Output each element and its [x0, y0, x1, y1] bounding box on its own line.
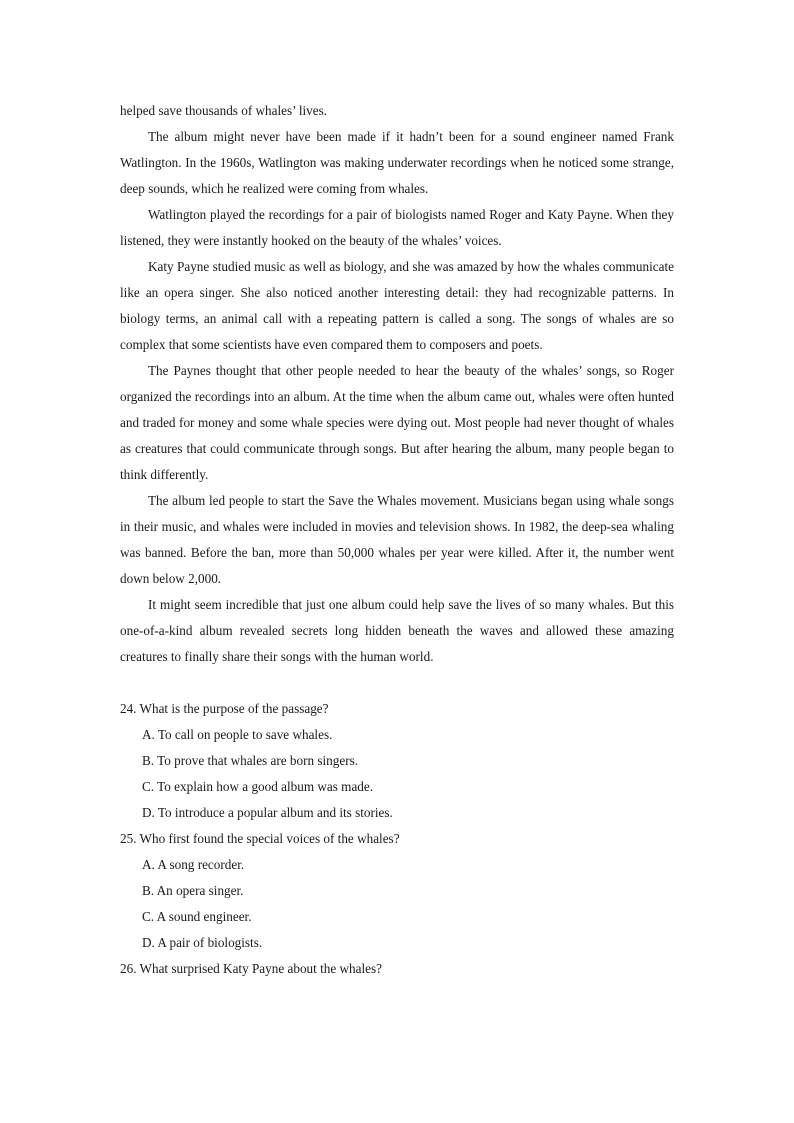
passage-paragraph: The Paynes thought that other people needed to hear the beauty of the whales’ songs, so Roger organized the recordings into an album. At the time when the album came out, whales were often hunted and traded for money and some whale species were dying out. Most people had never thought of whales as creatures that could communicate through songs. But after hearing the album, many people began to think differently.	[120, 363, 674, 482]
question-24-option-b: B. To prove that whales are born singers.	[142, 753, 359, 768]
question-24-option-c: C. To explain how a good album was made.	[142, 779, 374, 794]
question-25-option-c: C. A sound engineer.	[142, 909, 252, 924]
passage-paragraph: The album might never have been made if it hadn’t been for a sound engineer named Frank Watlington. In the 1960s, Watlington was making underwater recordings when he noticed some strange, deep sounds, which he realized were coming from whales.	[120, 129, 674, 196]
question-24: 24. What is the purpose of the passage?	[120, 701, 329, 716]
question-24-option-a: A. To call on people to save whales.	[142, 727, 333, 742]
question-25-option-d: D. A pair of biologists.	[142, 935, 263, 950]
passage-paragraph: It might seem incredible that just one album could help save the lives of so many whales. But this one-of-a-kind album revealed secrets long hidden beneath the waves and allowed these amazing creatures to finally share their songs with the human world.	[120, 597, 674, 664]
question-25-option-a: A. A song recorder.	[142, 857, 245, 872]
passage-paragraph: Watlington played the recordings for a pair of biologists named Roger and Katy Payne. When they listened, they were instantly hooked on the beauty of the whales’ voices.	[120, 207, 674, 248]
question-24-option-d: D. To introduce a popular album and its stories.	[142, 805, 393, 820]
question-25: 25. Who first found the special voices of the whales?	[120, 831, 400, 846]
question-list	[120, 696, 674, 982]
question-25-option-b: B. An opera singer.	[142, 883, 244, 898]
passage-paragraph: helped save thousands of whales’ lives.	[120, 103, 328, 118]
document-content	[120, 98, 674, 982]
passage-paragraph: Katy Payne studied music as well as biology, and she was amazed by how the whales communicate like an opera singer. She also noticed another interesting detail: they had recognizable patterns. In biology terms, an animal call with a repeating pattern is called a song. The songs of whales are so complex that some scientists have even compared them to composers and poets.	[120, 259, 674, 352]
passage-paragraph: The album led people to start the Save the Whales movement. Musicians began using whale songs in their music, and whales were included in movies and television shows. In 1982, the deep-sea whaling was banned. Before the ban, more than 50,000 whales per year were killed. After it, the number went down below 2,000.	[120, 493, 674, 586]
question-26: 26. What surprised Katy Payne about the whales?	[120, 961, 382, 976]
